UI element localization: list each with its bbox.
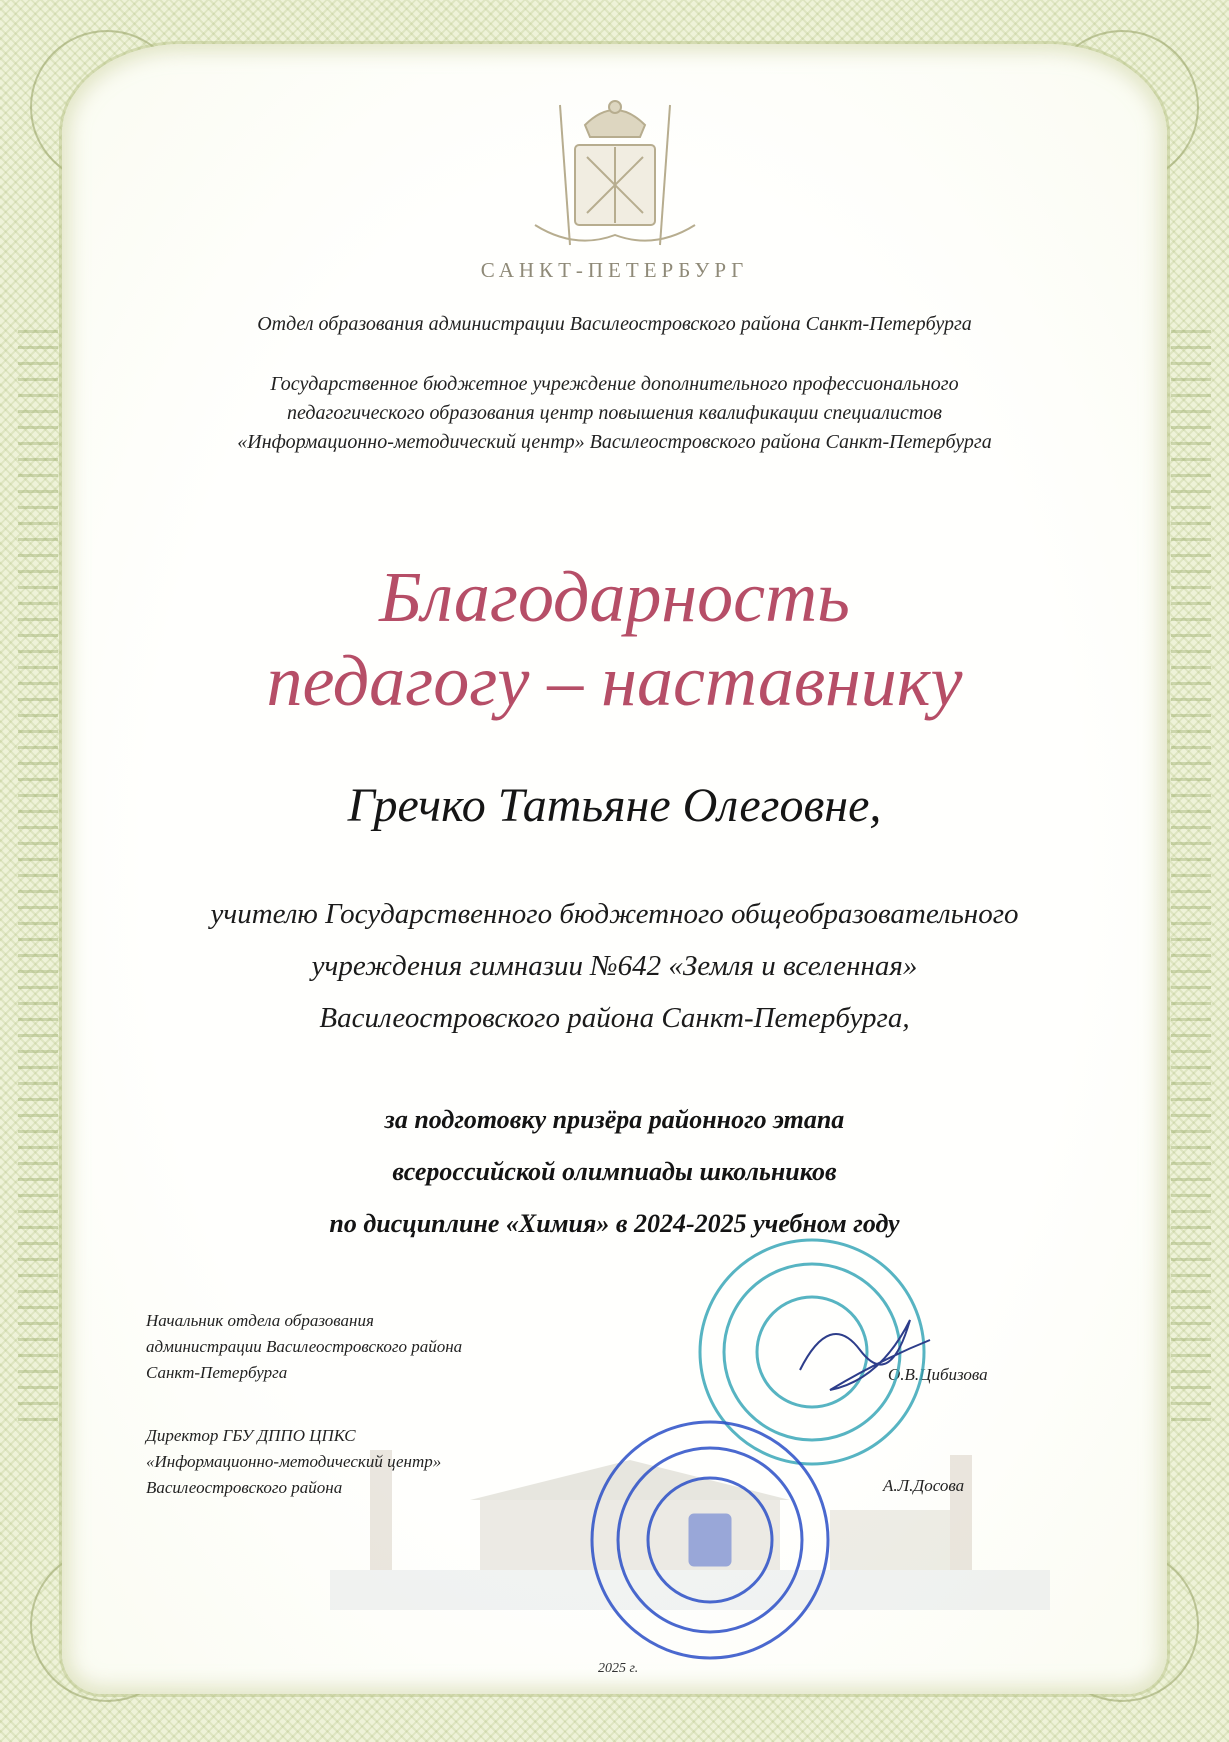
certificate-title bbox=[0, 555, 1229, 723]
reason-line: за подготовку призёра районного этапа bbox=[384, 1105, 845, 1134]
signatory-line: Директор ГБУ ДППО ЦПКС bbox=[146, 1426, 356, 1445]
recipient-position bbox=[100, 888, 1129, 1044]
issue-year: 2025 г. bbox=[598, 1661, 639, 1676]
coat-of-arms-icon bbox=[515, 85, 715, 275]
title-line: педагогу – наставнику bbox=[266, 641, 963, 721]
institution-line: Государственное бюджетное учреждение дополнительного профессионального bbox=[270, 373, 959, 395]
ornament-left bbox=[18, 330, 58, 1430]
reason-line: по дисциплине «Химия» в 2024-2025 учебном году bbox=[329, 1209, 900, 1238]
signatory-line: Василеостровского района bbox=[146, 1478, 343, 1497]
signatory-title bbox=[146, 1308, 566, 1386]
city-caption: САНКТ-ПЕТЕРБУРГ bbox=[480, 258, 749, 282]
signatory-line: Санкт-Петербурга bbox=[146, 1363, 288, 1382]
institution-line: «Информационно-методический центр» Василеостровского района Санкт-Петербурга bbox=[237, 431, 992, 453]
award-reason bbox=[100, 1094, 1129, 1250]
institution-line: педагогического образования центр повышения квалификации специалистов bbox=[287, 402, 942, 424]
institution-name bbox=[100, 370, 1129, 457]
stamp-icon bbox=[585, 1415, 835, 1665]
position-line: учреждения гимназии №642 «Земля и вселенная» bbox=[311, 950, 918, 982]
position-line: Василеостровского района Санкт-Петербурга, bbox=[319, 1002, 910, 1034]
position-line: учителю Государственного бюджетного общеобразовательного bbox=[210, 898, 1019, 930]
signatory-line: Начальник отдела образования bbox=[146, 1311, 374, 1330]
department-name: Отдел образования администрации Василеостровского района Санкт-Петербурга bbox=[257, 313, 972, 335]
reason-line: всероссийской олимпиады школьников bbox=[392, 1157, 837, 1186]
signatory-line: «Информационно-методический центр» bbox=[146, 1452, 442, 1471]
handwritten-signature-icon bbox=[790, 1300, 940, 1400]
signatory-name: О.В.Цибизова bbox=[888, 1365, 988, 1384]
ornament-right bbox=[1171, 330, 1211, 1430]
recipient-name: Гречко Татьяне Олеговне, bbox=[347, 779, 882, 832]
title-line: Благодарность bbox=[379, 557, 850, 637]
signatory-title bbox=[146, 1423, 566, 1501]
signatory-name: А.Л.Досова bbox=[883, 1476, 965, 1495]
signatory-line: администрации Василеостровского района bbox=[146, 1337, 463, 1356]
